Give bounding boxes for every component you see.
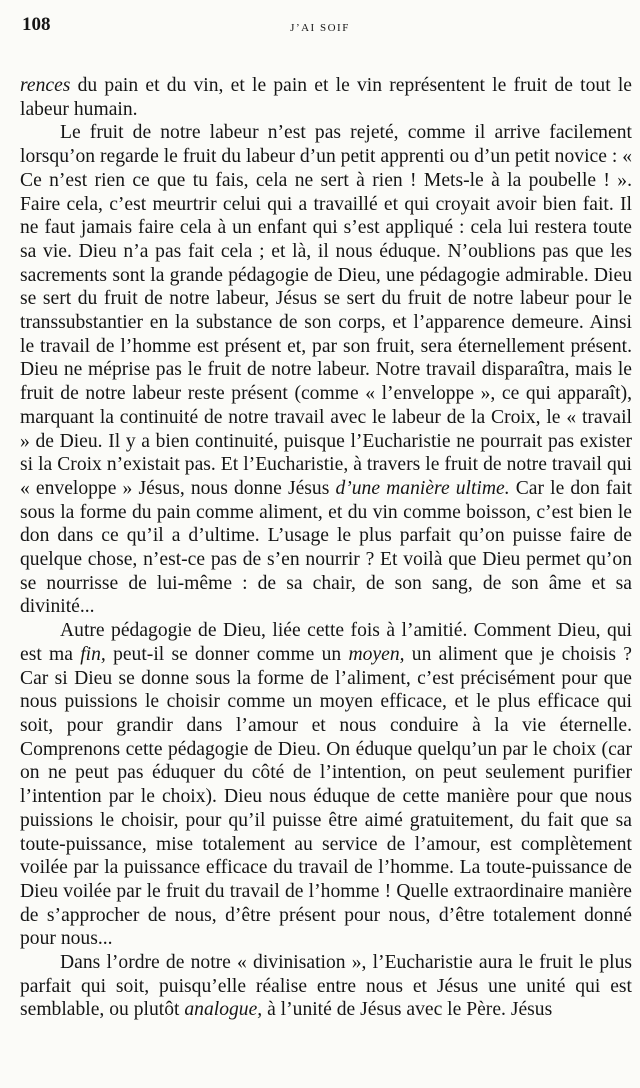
text-segment: un aliment que je choisis ? Car si Dieu se donne sous la forme de l’aliment, c’est précisément pour que nous puissions le choisir comme un moyen efficace, et le plus efficace qui soit, pour grandir dans l’amour et nous conduire à la vie éternelle. Comprenons cette pédagogie de Dieu. On éduque quelqu’un par le choix (car on ne peut pas éduquer du côté de l’intention, on peut seulement purifier l’intention par le choix). Dieu nous éduque de cette manière pour que nous puissions le choisir, pour qu’il puisse être aimé gratuitement, du fait que sa toute-puissance, mise totalement au service de l’amour, est complètement voilée par la puissance efficace du travail de l’homme. La toute-puissance de Dieu voilée par le fruit du travail de l’homme ! Quelle extraordinaire manière de s’approcher de nous, d’être présent pour nous, d’être totalement donné pour nous... xyxy=(20,643,632,950)
text-segment: Car le don fait sous la forme du pain comme aliment, et du vin comme boisson, c’est bien le don dans ce qu’il a d’ultime. L’usage le plus parfait qu’on puisse faire de quelque chose, n’est-ce pas de s’en nourrir ? Et voilà que Dieu permet qu’on se nourrisse de lui-même : de sa chair, de son sang, de son âme et sa divinité... xyxy=(20,477,633,618)
text-segment: Le fruit de notre labeur n’est pas rejeté, comme il arrive facilement lorsqu’on regarde le fruit du labeur d’un petit apprenti ou d’un petit novice : « Ce n’est rien ce que tu fais, cela ne sert à rien ! Mets-le à la poubelle ! ». Faire cela, c’est meurtrir celui qui a travaillé et qui croyait avoir bien fait. Il ne faut jamais faire cela à un enfant qui s’est appliqué : cela lui restera toute sa vie. Dieu n’a pas fait cela ; et là, il nous éduque. N’oublions pas que les sacrements sont la grande pédagogie de Dieu, une pédagogie admirable. Dieu se sert du fruit de notre labeur, Jésus se sert du fruit de notre labeur pour le transsubstantier en la substance de son corps, et l’apparence demeure. Ainsi le travail de l’homme est présent et, par son fruit, sera éternellement présent. Dieu ne méprise pas le fruit de notre labeur. Notre travail disparaîtra, mais le fruit de notre labeur reste présent (comme « l’enveloppe », ce qui apparaît), marquant la continuité de notre travail avec le labeur de la Croix, le « travail » de Dieu. Il y a bien continuité, puisque l’Eucharistie ne pourrait pas exister si la Croix n’existait pas. Et l’Eucharistie, à travers le fruit de notre travail qui « enveloppe » Jésus, nous donne Jésus xyxy=(20,122,632,499)
text-segment: Autre pédagogie de Dieu, liée cette fois à l’amitié. Comment Dieu, qui est ma xyxy=(20,620,632,665)
paragraph-2 xyxy=(20,121,632,619)
text-body xyxy=(20,74,632,1022)
text-segment: moyen, xyxy=(348,643,405,665)
text-segment: Dans l’ordre de notre « divinisation », l’Eucharistie aura le fruit le plus parfait qui soit, puisqu’elle réalise entre nous et Jésus une unité qui est semblable, ou plutôt xyxy=(20,952,632,1021)
paragraph-4 xyxy=(20,951,632,1022)
text-segment: analogue, xyxy=(184,999,263,1021)
running-title: J’AI SOIF xyxy=(290,22,350,34)
text-segment: peut-il se donner comme un xyxy=(105,643,349,665)
text-segment: rences xyxy=(20,75,71,96)
page-header xyxy=(0,10,640,40)
paragraph-1 xyxy=(20,74,632,121)
text-segment: d’une manière ultime. xyxy=(335,477,510,499)
paragraph-3 xyxy=(20,619,632,951)
page-number: 108 xyxy=(22,14,51,35)
text-segment: du pain et du vin, et le pain et le vin représentent le fruit de tout le labeur humain. xyxy=(20,75,632,120)
text-segment: à l’unité de Jésus avec le Père. Jésus xyxy=(262,999,553,1021)
text-segment: fin, xyxy=(80,643,106,665)
